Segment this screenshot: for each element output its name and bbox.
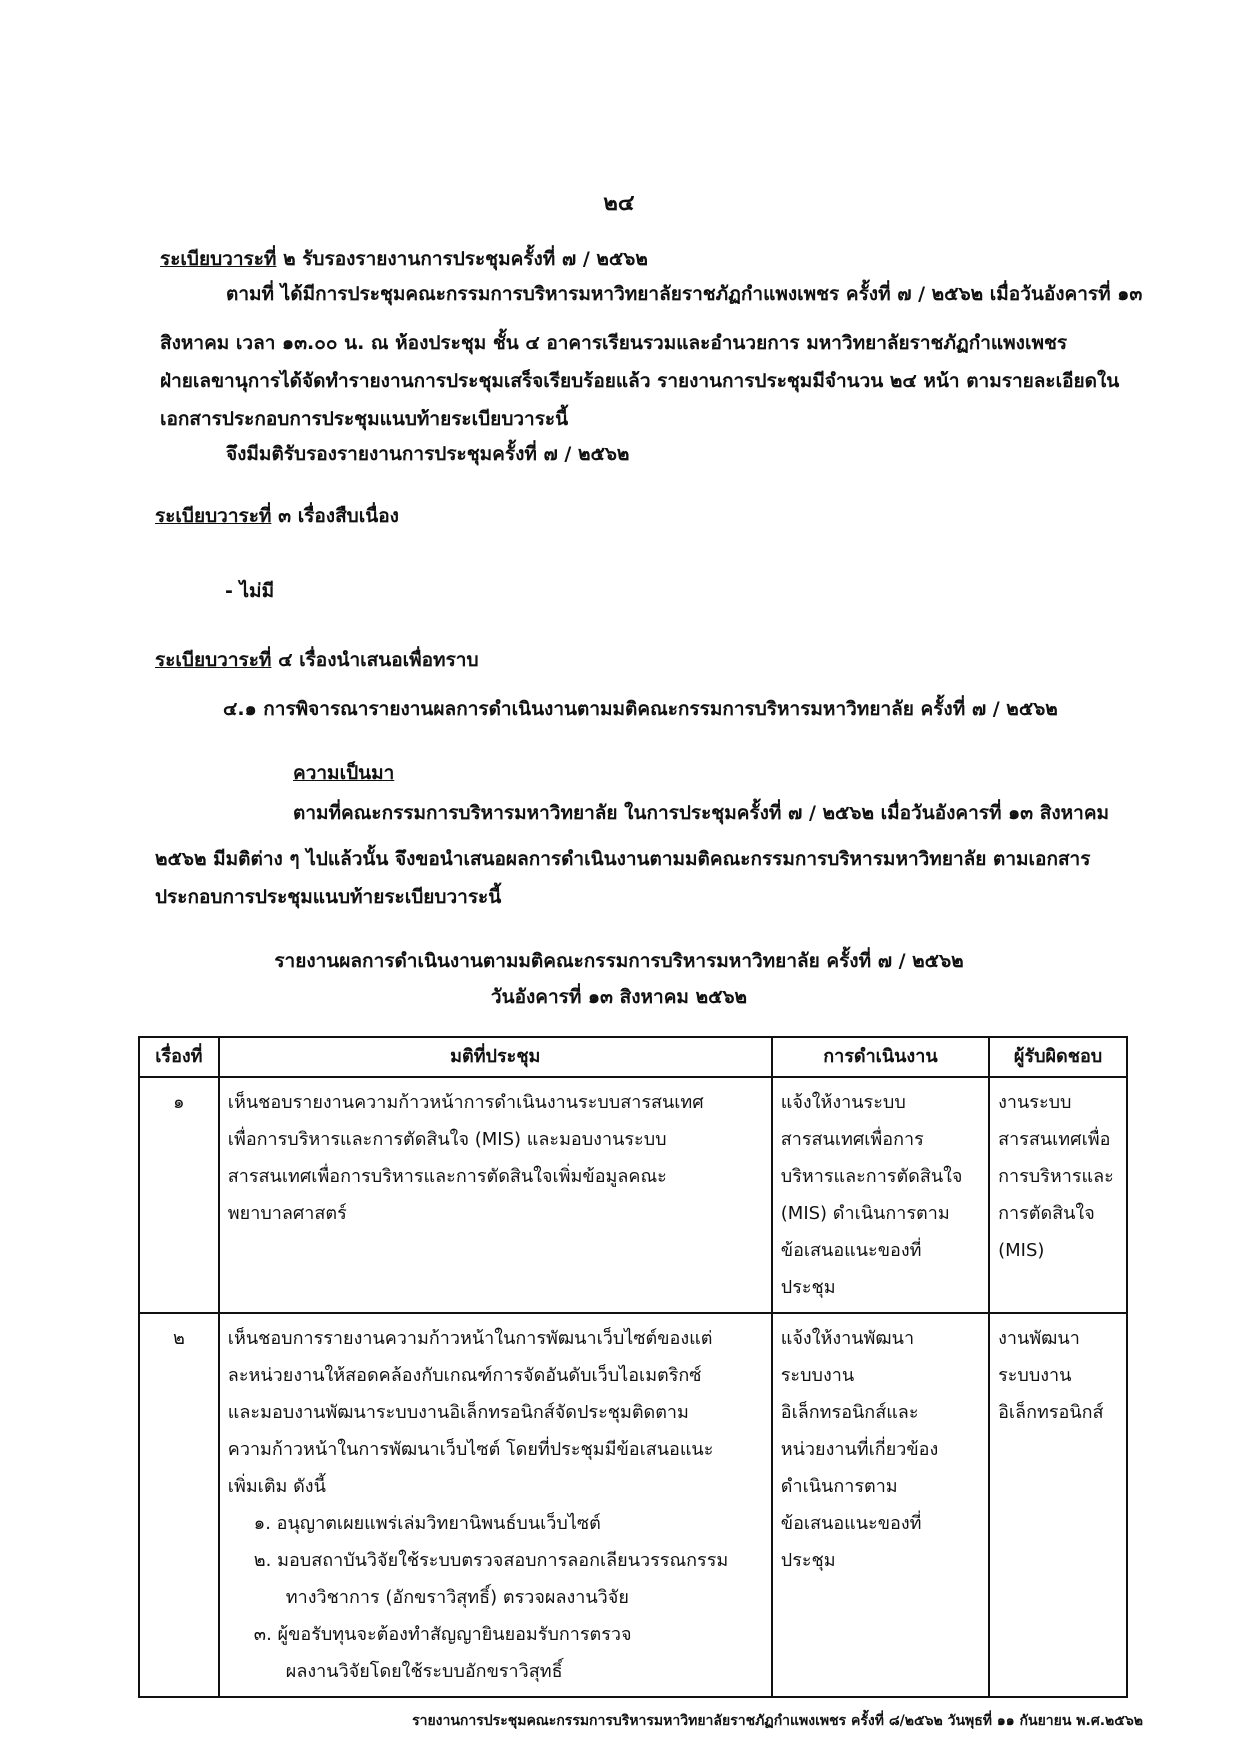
resolution-line: สารสนเทศเพื่อการบริหารและการตัดสินใจเพิ่มข้อมูลคณะ [227,1166,667,1187]
row-2-resolution [219,1313,772,1697]
action-line: แจ้งให้งานระบบ [780,1092,906,1113]
owner-line: การบริหารและ [998,1166,1114,1187]
resolution-line: เห็นชอบการรายงานความก้าวหน้าในการพัฒนาเว็บไซต์ของแต่ [227,1328,713,1349]
column-header-action: การดำเนินงาน [772,1037,989,1077]
agenda-3-title: เรื่องสืบเนื่อง [297,505,399,527]
action-line: ประชุม [780,1277,836,1298]
action-line: สารสนเทศเพื่อการ [780,1129,924,1150]
agenda-2-title: รับรองรายงานการประชุมครั้งที่ ๗ / ๒๕๖๒ [302,248,648,270]
sub-item-2-continued: ทางวิชาการ (อักขราวิสุทธิ์) ตรวจผลงานวิจัย [285,1587,629,1608]
resolution-table [138,1036,1128,1698]
owner-line: การตัดสินใจ [998,1203,1095,1224]
action-line: ประชุม [780,1550,836,1571]
agenda-2-paragraph-line-1: ตามที่ ได้มีการประชุมคณะกรรมการบริหารมหาวิทยาลัยราชภัฏกำแพงเพชร ครั้งที่ ๗ / ๒๕๖๒ เมื่อวันอังคารที่ ๑๓ [226,283,1143,305]
sub-item-2: ๒. มอบสถาบันวิจัยใช้ระบบตรวจสอบการลอกเลียนวรรณกรรม [253,1550,729,1571]
action-line: ดำเนินการตาม [780,1476,898,1497]
agenda-2-paragraph-line-3: ฝ่ายเลขานุการได้จัดทำรายงานการประชุมเสร็จเรียบร้อยแล้ว รายงานการประชุมมีจำนวน ๒๔ หน้า ตามรายละเอียดใน [160,370,1120,392]
sub-item-3-continued: ผลงานวิจัยโดยใช้ระบบอักขราวิสุทธิ์ [285,1661,563,1682]
agenda-4-heading [155,651,479,670]
background-line-2: ๒๕๖๒ มีมติต่าง ๆ ไปแล้วนั้น จึงขอนำเสนอผลการดำเนินงานตามมติคณะกรรมการบริหารมหาวิทยาลัย ตามเอกสาร [155,848,1091,870]
resolution-line: เห็นชอบรายงานความก้าวหน้าการดำเนินงานระบบสารสนเทศ [227,1092,704,1113]
agenda-2-label: ระเบียบวาระที่ [160,248,277,270]
row-1-owner [989,1077,1127,1313]
row-1-resolution [219,1077,772,1313]
agenda-2-paragraph-line-2: สิงหาคม เวลา ๑๓.๐๐ น. ณ ห้องประชุม ชั้น ๔ อาคารเรียนรวมและอำนวยการ มหาวิทยาลัยราชภัฏกำแพงเพชร [160,332,1068,354]
resolution-line: ละหน่วยงานให้สอดคล้องกับเกณฑ์การจัดอันดับเว็บไอเมตริกซ์ [227,1365,702,1386]
resolution-line: ความก้าวหน้าในการพัฒนาเว็บไซต์ โดยที่ประชุมมีข้อเสนอแนะ [227,1439,714,1460]
action-line: (MIS) ดำเนินการตาม [780,1203,950,1224]
owner-line: อิเล็กทรอนิกส์ [998,1402,1104,1423]
owner-line: งานพัฒนา [998,1328,1080,1349]
owner-line: งานระบบ [998,1092,1072,1113]
background-line-3: ประกอบการประชุมแนบท้ายระเบียบวาระนี้ [155,886,502,908]
resolution-line: เพื่อการบริหารและการตัดสินใจ (MIS) และมอบงานระบบ [227,1129,667,1150]
page-number: ๒๔ [603,191,635,216]
owner-line: (MIS) [998,1240,1045,1261]
column-header-no: เรื่องที่ [139,1037,219,1077]
agenda-2-number: ๒ [283,248,296,270]
background-line-1: ตามที่คณะกรรมการบริหารมหาวิทยาลัย ในการประชุมครั้งที่ ๗ / ๒๕๖๒ เมื่อวันอังคารที่ ๑๓ สิงหาคม [293,802,1110,824]
row-1-no: ๑ [139,1077,219,1313]
table-row [139,1313,1127,1697]
action-line: ข้อเสนอแนะของที่ [780,1240,922,1261]
report-date: วันอังคารที่ ๑๓ สิงหาคม ๒๕๖๒ [490,986,748,1008]
agenda-3-number: ๓ [278,505,292,527]
background-heading: ความเป็นมา [293,762,395,784]
sub-item-1: ๑. อนุญาตเผยแพร่เล่มวิทยานิพนธ์บนเว็บไซต์ [253,1513,601,1534]
action-line: ข้อเสนอแนะของที่ [780,1513,922,1534]
owner-line: สารสนเทศเพื่อ [998,1129,1111,1150]
action-line: ระบบงาน [780,1365,855,1386]
agenda-4-label: ระเบียบวาระที่ [155,649,272,671]
agenda-4-item-4-1: ๔.๑ การพิจารณารายงานผลการดำเนินงานตามมติคณะกรรมการบริหารมหาวิทยาลัย ครั้งที่ ๗ / ๒๕๖๒ [223,698,1058,720]
column-header-resolution: มติที่ประชุม [219,1037,772,1077]
row-1-action [772,1077,989,1313]
resolution-line: พยาบาลศาสตร์ [227,1203,347,1224]
table-row [139,1077,1127,1313]
action-line: บริหารและการตัดสินใจ [780,1166,963,1187]
agenda-4-title: เรื่องนำเสนอเพื่อทราบ [299,649,479,671]
agenda-2-resolution: จึงมีมติรับรองรายงานการประชุมครั้งที่ ๗ / ๒๕๖๒ [226,443,630,465]
report-title: รายงานผลการดำเนินงานตามมติคณะกรรมการบริหารมหาวิทยาลัย ครั้งที่ ๗ / ๒๕๖๒ [274,950,964,972]
resolution-line: เพิ่มเติม ดังนี้ [227,1476,326,1497]
action-line: หน่วยงานที่เกี่ยวข้อง [780,1439,939,1460]
row-2-action [772,1313,989,1697]
agenda-3-none: - ไม่มี [225,580,275,602]
sub-item-3: ๓. ผู้ขอรับทุนจะต้องทำสัญญายินยอมรับการตรวจ [253,1624,632,1645]
agenda-2-paragraph-line-4: เอกสารประกอบการประชุมแนบท้ายระเบียบวาระนี้ [160,408,569,430]
row-2-owner [989,1313,1127,1697]
column-header-owner: ผู้รับผิดชอบ [989,1037,1127,1077]
agenda-3-label: ระเบียบวาระที่ [155,505,272,527]
table-header-row [139,1037,1127,1077]
agenda-3-heading [155,507,399,526]
action-line: แจ้งให้งานพัฒนา [780,1328,915,1349]
resolution-line: และมอบงานพัฒนาระบบงานอิเล็กทรอนิกส์จัดประชุมติดตาม [227,1402,689,1423]
agenda-2-heading [160,250,648,269]
agenda-4-number: ๔ [278,649,293,671]
action-line: อิเล็กทรอนิกส์และ [780,1402,919,1423]
page-footer: รายงานการประชุมคณะกรรมการบริหารมหาวิทยาลัยราชภัฏกำแพงเพชร ครั้งที่ ๘/๒๕๖๒ วันพุธที่ ๑๑ กันยายน พ.ศ.๒๕๖๒ [412,1713,1143,1729]
owner-line: ระบบงาน [998,1365,1072,1386]
row-2-no: ๒ [139,1313,219,1697]
